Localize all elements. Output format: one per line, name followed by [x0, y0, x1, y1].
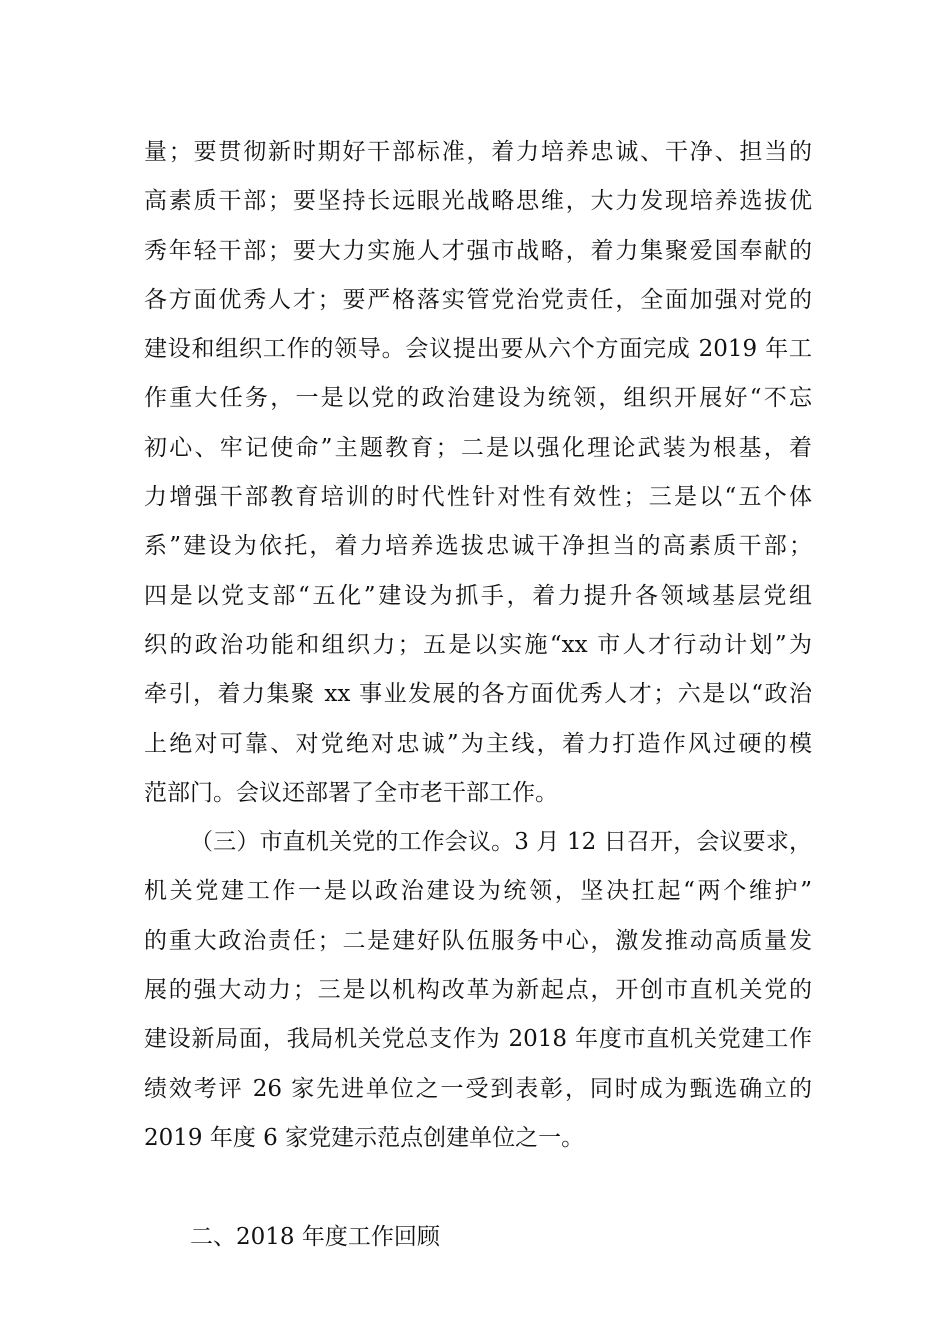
- paragraph-line: 初心、牢记使命”主题教育；二是以强化理论武装为根基，着: [144, 434, 812, 461]
- paragraph-line: 展的强大动力；三是以机构改革为新起点，开创市直机关党的: [144, 977, 812, 1004]
- paragraph-line: 作重大任务，一是以党的政治建设为统领，组织开展好“不忘: [144, 385, 812, 412]
- paragraph-line: （三）市直机关党的工作会议。3 月 12 日召开，会议要求，: [190, 829, 812, 856]
- paragraph-line: 上绝对可靠、对党绝对忠诚”为主线，着力打造作风过硬的模: [144, 730, 812, 757]
- blank-line: [144, 1163, 812, 1212]
- paragraph-line: 力增强干部教育培训的时代性针对性有效性；三是以“五个体: [144, 484, 812, 511]
- paragraph-line: 牵引，着力集聚 xx 事业发展的各方面优秀人才；六是以“政治: [144, 681, 812, 708]
- paragraph-line: 秀年轻干部；要大力实施人才强市战略，着力集聚爱国奉献的: [144, 237, 812, 264]
- paragraph-line: 各方面优秀人才；要严格落实管党治党责任，全面加强对党的: [144, 286, 812, 313]
- paragraph-line: 系”建设为依托，着力培养选拔忠诚干净担当的高素质干部；: [144, 533, 812, 560]
- paragraph-line: 四是以党支部“五化”建设为抓手，着力提升各领域基层党组: [144, 582, 812, 609]
- paragraph-line: 绩效考评 26 家先进单位之一受到表彰，同时成为甄选确立的: [144, 1075, 812, 1102]
- paragraph-line: 高素质干部；要坚持长远眼光战略思维，大力发现培养选拔优: [144, 188, 812, 215]
- paragraph-line: 建设新局面，我局机关党总支作为 2018 年度市直机关党建工作: [144, 1026, 812, 1053]
- paragraph-line: 量；要贯彻新时期好干部标准，着力培养忠诚、干净、担当的: [144, 139, 812, 165]
- document-body: [144, 128, 812, 1262]
- section-heading: 二、2018 年度工作回顾: [190, 1223, 440, 1250]
- paragraph-line: 建设和组织工作的领导。会议提出要从六个方面完成 2019 年工: [144, 336, 812, 363]
- paragraph-line: 机关党建工作一是以政治建设为统领，坚决扛起“两个维护”: [144, 878, 812, 905]
- paragraph-line: 的重大政治责任；二是建好队伍服务中心，激发推动高质量发: [144, 927, 812, 954]
- paragraph-line: 织的政治功能和组织力；五是以实施“xx 市人才行动计划”为: [144, 631, 812, 658]
- paragraph-line: 范部门。会议还部署了全市老干部工作。: [144, 779, 558, 806]
- paragraph-line: 2019 年度 6 家党建示范点创建单位之一。: [144, 1124, 585, 1151]
